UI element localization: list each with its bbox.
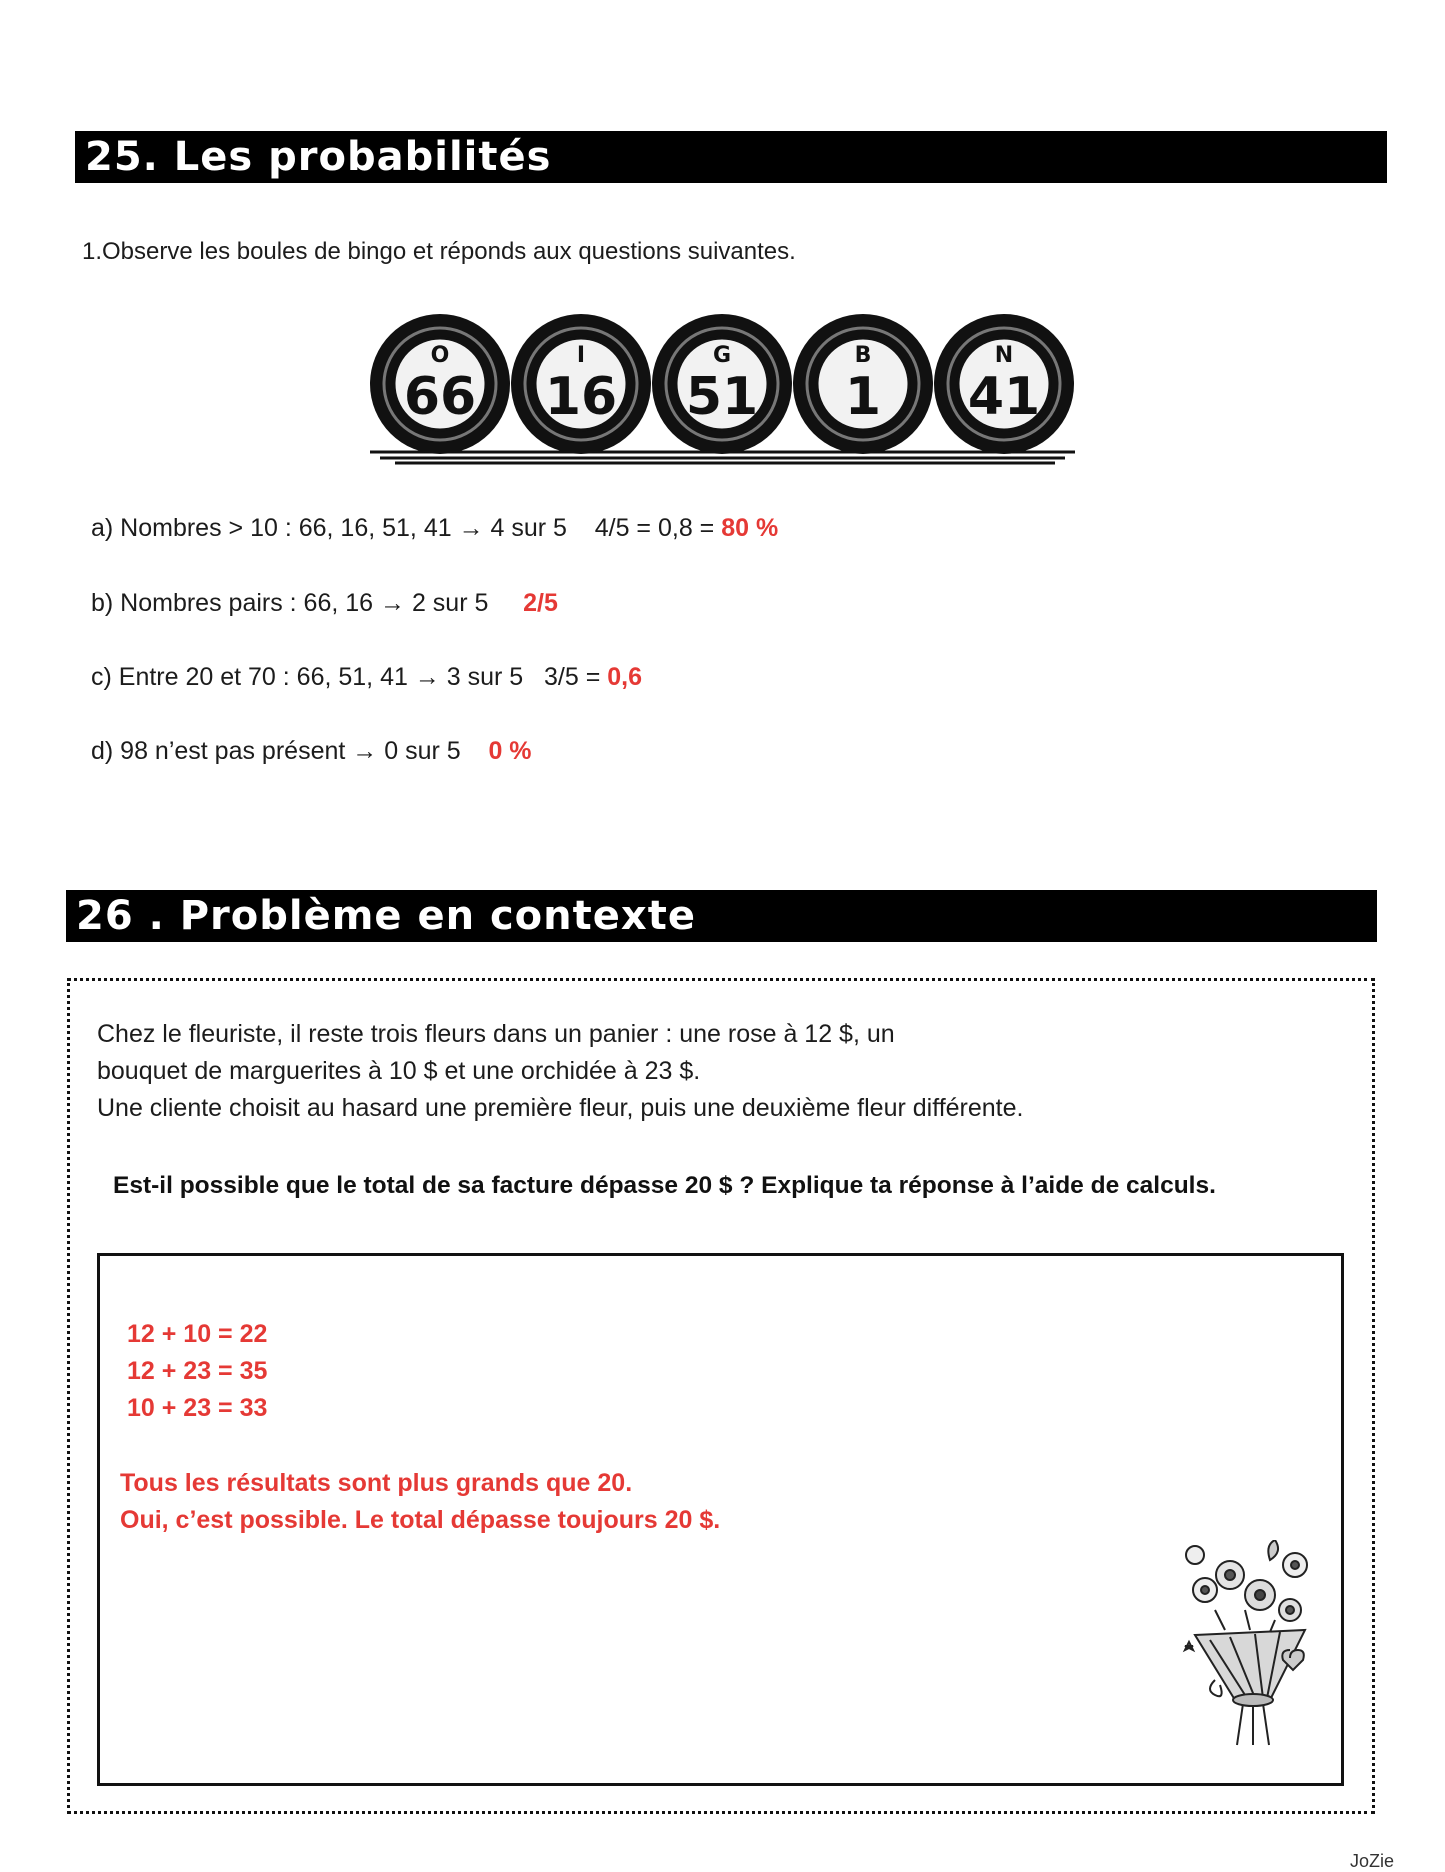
- bingo-ball-letter: G: [712, 343, 732, 368]
- calculation-3: 10 + 23 = 33: [127, 1394, 268, 1422]
- conclusion-line-2: Oui, c’est possible. Le total dépasse toujours 20 $.: [120, 1506, 721, 1534]
- bingo-ball-number: 1: [844, 367, 882, 427]
- bouquet-illustration: [1175, 1540, 1325, 1750]
- bingo-ball-letter: N: [994, 343, 1014, 368]
- conclusion-line-1: Tous les résultats sont plus grands que 20.: [120, 1469, 633, 1497]
- answer-a: a) Nombres > 10 : 66, 16, 51, 41 → 4 sur 5 4/5 = 0,8 = 80 %: [91, 514, 779, 542]
- answer-d: d) 98 n’est pas présent → 0 sur 5 0 %: [91, 737, 532, 765]
- author-credit: JoZie: [1350, 1851, 1395, 1871]
- bingo-balls-illustration: [365, 302, 1080, 472]
- answer-b: b) Nombres pairs : 66, 16 → 2 sur 5 2/5: [91, 589, 558, 617]
- calculation-2: 12 + 23 = 35: [127, 1357, 268, 1385]
- instruction-text: 1.Observe les boules de bingo et réponds aux questions suivantes.: [82, 238, 796, 265]
- answer-d-result: 0 %: [488, 737, 532, 765]
- problem-line-2: bouquet de marguerites à 10 $ et une orchidée à 23 $.: [97, 1057, 701, 1085]
- calculation-1: 12 + 10 = 22: [127, 1320, 268, 1348]
- bingo-ball-letter: O: [430, 343, 450, 368]
- bingo-ball-letter: B: [854, 343, 872, 368]
- bingo-ball-number: 41: [967, 367, 1041, 427]
- bingo-ball-number: 51: [685, 367, 759, 427]
- answer-c: c) Entre 20 et 70 : 66, 51, 41 → 3 sur 5 3/5 = 0,6: [91, 663, 643, 691]
- problem-line-3: Une cliente choisit au hasard une première fleur, puis une deuxième fleur différente.: [97, 1094, 1024, 1122]
- answer-b-result: 2/5: [523, 589, 558, 617]
- bingo-ball-letter: I: [576, 343, 586, 368]
- bingo-ball-number: 16: [544, 367, 618, 427]
- problem-line-1: Chez le fleuriste, il reste trois fleurs dans un panier : une rose à 12 $, un: [97, 1020, 895, 1048]
- section-25-title: 25. Les probabilités: [75, 131, 1387, 183]
- answer-c-result: 0,6: [607, 663, 643, 691]
- answer-a-result: 80 %: [721, 514, 779, 542]
- section-26-title: 26 . Problème en contexte: [66, 890, 1377, 942]
- problem-question: Est-il possible que le total de sa facture dépasse 20 $ ? Explique ta réponse à l’aide de calculs.: [113, 1172, 1216, 1199]
- bingo-ball-number: 66: [403, 367, 477, 427]
